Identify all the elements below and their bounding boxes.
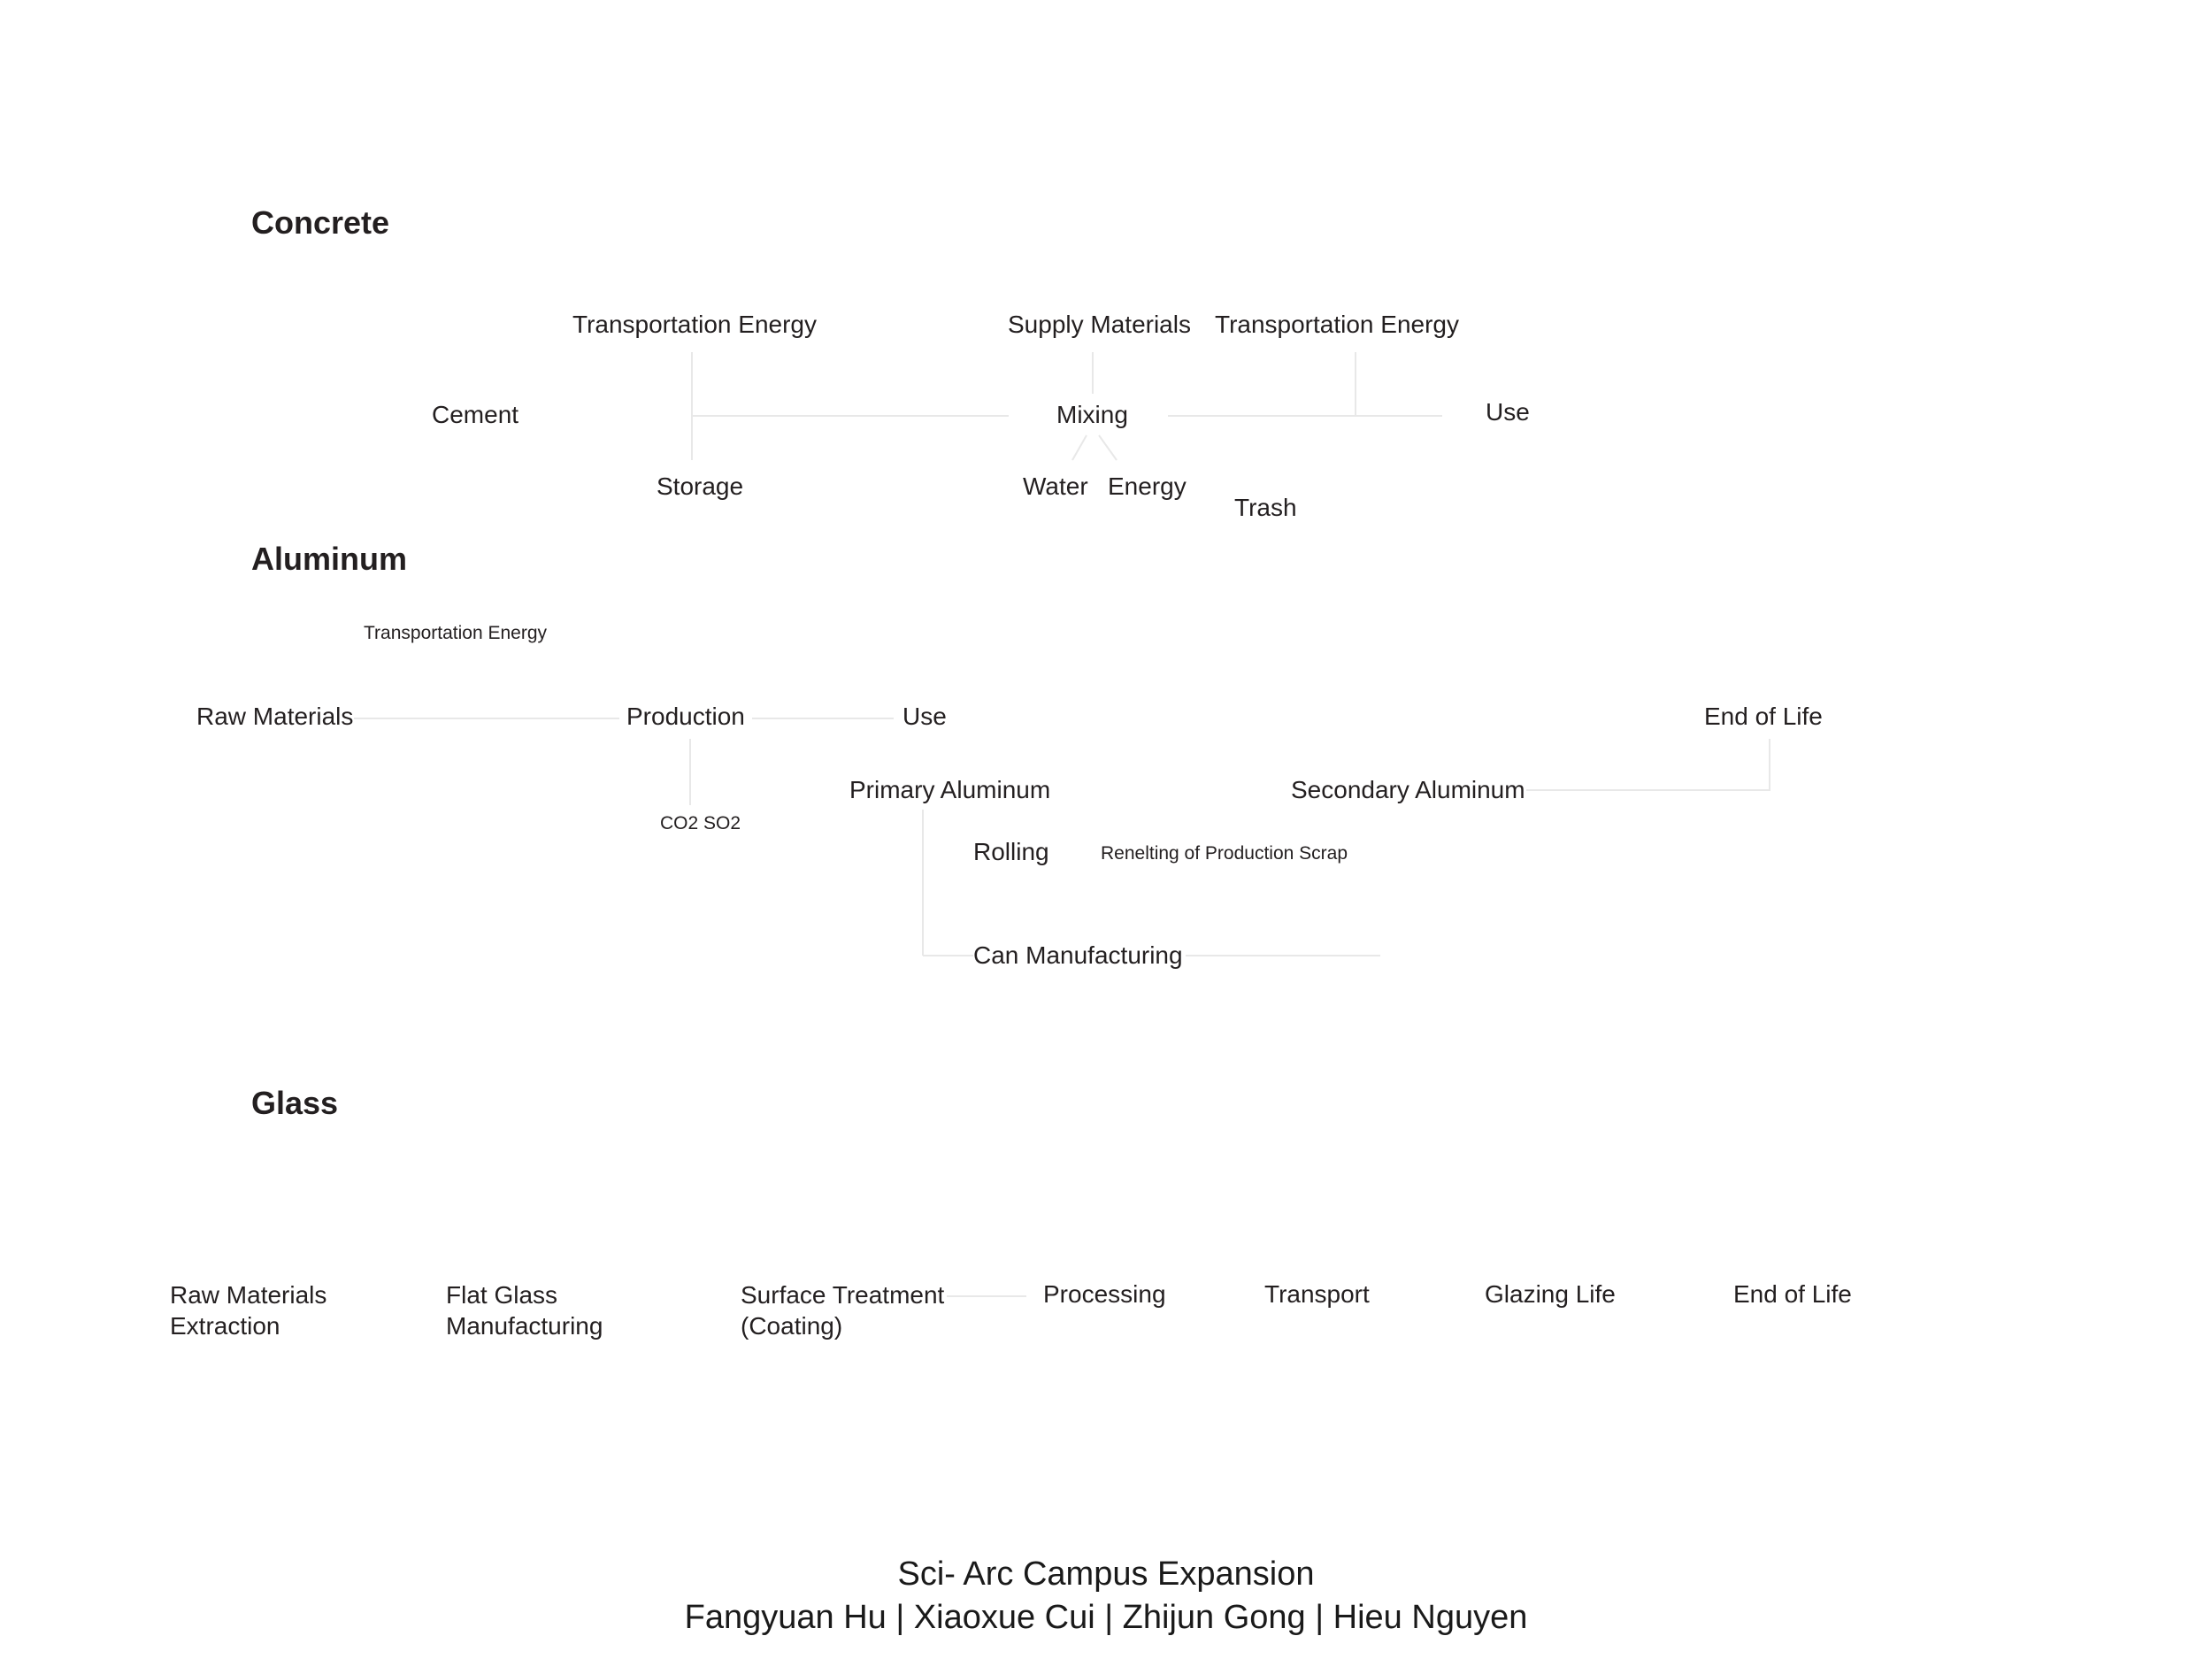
aluminum-raw-materials: Raw Materials [196, 703, 354, 730]
glass-step-transport: Transport [1264, 1280, 1370, 1308]
concrete-trash: Trash [1234, 494, 1297, 521]
glass-step-flat-glass-manufacturing [446, 1279, 603, 1341]
glass-step-line1: Raw Materials [170, 1281, 327, 1309]
connector-energy-mixing [1099, 435, 1117, 460]
concrete-cement: Cement [432, 401, 519, 428]
glass-step-line2: (Coating) [741, 1312, 843, 1340]
footer-project-title: Sci- Arc Campus Expansion [897, 1555, 1315, 1593]
aluminum-emissions: CO2 SO2 [660, 813, 741, 833]
aluminum-remelting: Renelting of Production Scrap [1101, 843, 1348, 864]
concrete-transport-energy-2: Transportation Energy [1215, 311, 1459, 338]
footer-authors: Fangyuan Hu | Xiaoxue Cui | Zhijun Gong | Hieu Nguyen [684, 1599, 1528, 1637]
concrete-water: Water [1023, 472, 1088, 500]
concrete-supply-materials: Supply Materials [1008, 311, 1191, 338]
aluminum-heading: Aluminum [251, 541, 407, 577]
connector-secondary-endoflife [1526, 739, 1770, 790]
glass-step-surface-treatment [741, 1279, 944, 1341]
aluminum-transport-energy: Transportation Energy [364, 623, 547, 643]
glass-step-end-of-life: End of Life [1733, 1280, 1852, 1308]
glass-step-raw-materials-extraction [170, 1279, 326, 1341]
concrete-heading: Concrete [251, 204, 390, 241]
aluminum-production: Production [626, 703, 745, 730]
connector-water-mixing [1072, 435, 1087, 460]
glass-step-processing: Processing [1043, 1280, 1166, 1308]
glass-heading: Glass [251, 1085, 339, 1121]
aluminum-use: Use [902, 703, 947, 730]
glass-step-line1: Flat Glass [446, 1281, 558, 1309]
glass-step-line1: Surface Treatment [741, 1281, 945, 1309]
footer-credits [0, 1553, 2212, 1640]
glass-step-line2: Extraction [170, 1312, 280, 1340]
concrete-mixing: Mixing [1056, 401, 1128, 428]
concrete-energy: Energy [1108, 472, 1187, 500]
concrete-transport-energy-1: Transportation Energy [572, 311, 817, 338]
aluminum-end-of-life: End of Life [1704, 703, 1823, 730]
concrete-storage: Storage [657, 472, 744, 500]
glass-step-line2: Manufacturing [446, 1312, 603, 1340]
aluminum-can-manufacturing: Can Manufacturing [973, 941, 1183, 969]
glass-step-glazing-life: Glazing Life [1485, 1280, 1616, 1308]
aluminum-secondary-aluminum: Secondary Aluminum [1291, 776, 1525, 803]
concrete-use: Use [1486, 398, 1530, 426]
aluminum-primary-aluminum: Primary Aluminum [849, 776, 1051, 803]
aluminum-rolling: Rolling [973, 838, 1049, 865]
